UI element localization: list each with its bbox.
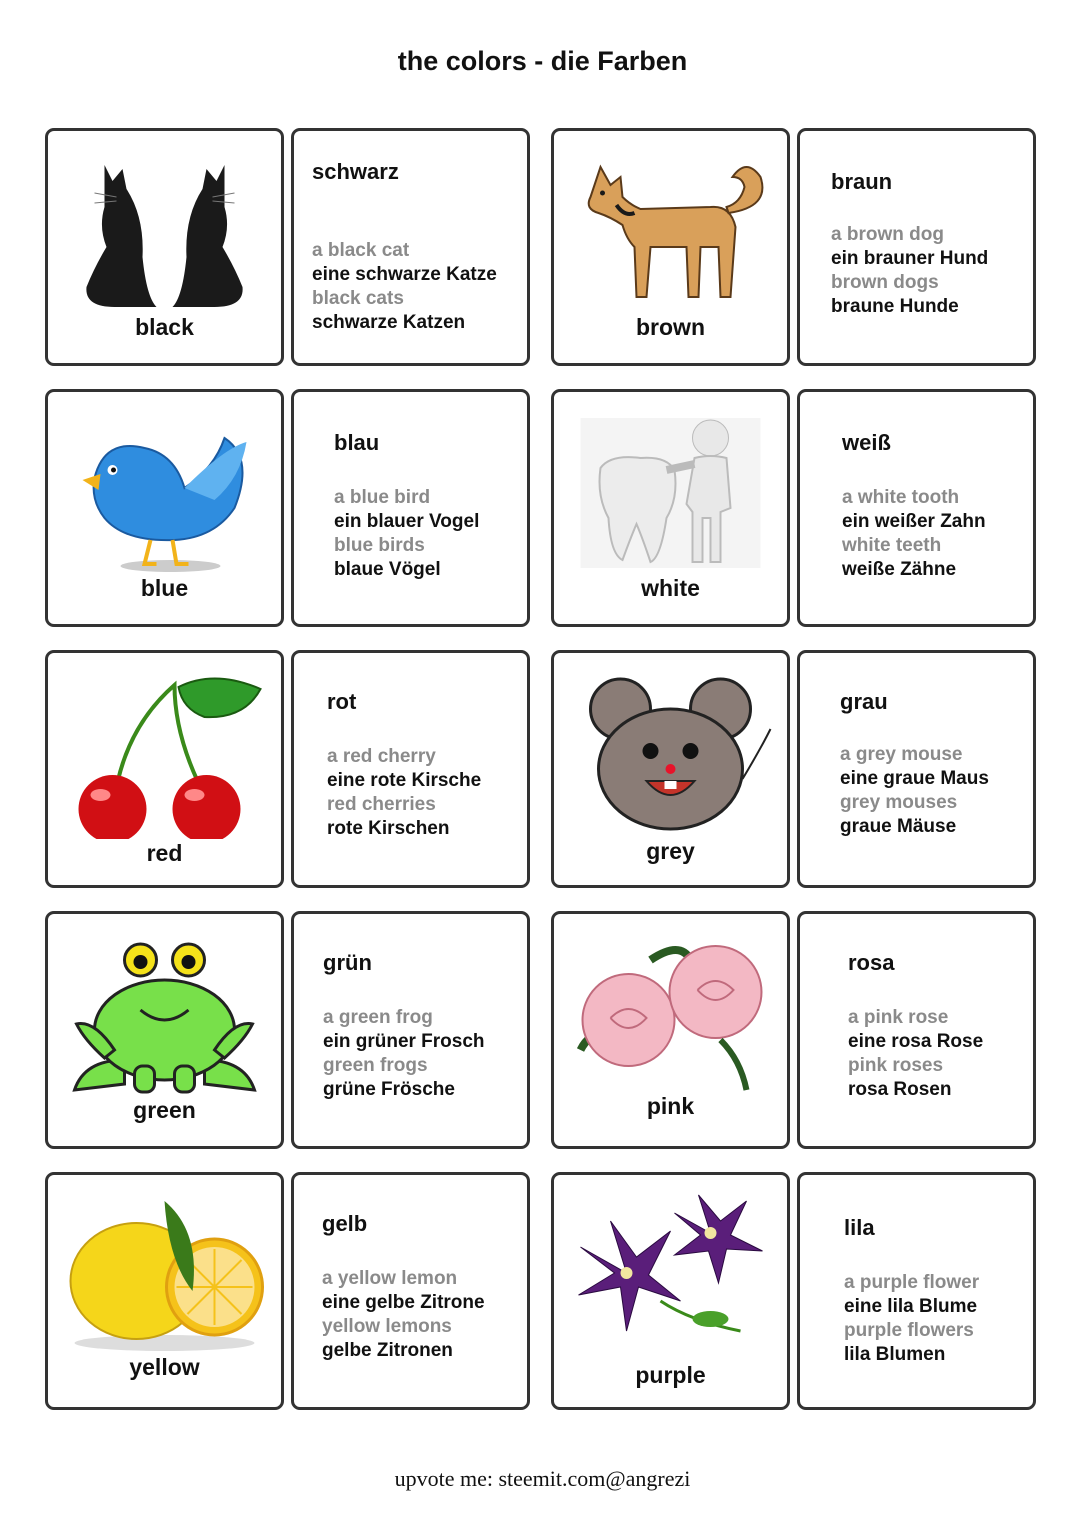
- examples: [844, 1271, 979, 1367]
- picture-card-purple: [551, 1172, 790, 1410]
- english-singular: a red cherry: [327, 746, 436, 767]
- picture-card-green: [45, 911, 284, 1149]
- picture-card-white: [551, 389, 790, 627]
- german-singular: ein brauner Hund: [831, 248, 989, 269]
- english-plural: yellow lemons: [322, 1316, 452, 1337]
- english-singular: a brown dog: [831, 224, 944, 245]
- german-singular: eine gelbe Zitrone: [322, 1292, 485, 1313]
- examples: [334, 486, 479, 582]
- examples: [327, 745, 481, 841]
- color-label-yellow: yellow: [129, 1354, 200, 1380]
- examples: [842, 486, 986, 582]
- english-singular: a black cat: [312, 240, 410, 261]
- german-singular: eine graue Maus: [840, 768, 989, 789]
- picture-card-brown: [551, 128, 790, 366]
- word-card-weiss: [797, 389, 1036, 627]
- english-singular: a blue bird: [334, 487, 431, 508]
- word-card-braun: [797, 128, 1036, 366]
- word-card-rot: [291, 650, 530, 888]
- german-singular: eine lila Blume: [844, 1296, 978, 1317]
- german-plural: rote Kirschen: [327, 818, 450, 839]
- english-singular: a white tooth: [842, 487, 960, 508]
- green-frog-icon: [62, 930, 267, 1100]
- picture-card-yellow: [45, 1172, 284, 1410]
- english-plural: white teeth: [842, 535, 942, 556]
- blue-bird-icon: [62, 408, 267, 578]
- english-singular: a purple flower: [844, 1272, 980, 1293]
- german-word: grau: [840, 689, 888, 714]
- english-singular: a grey mouse: [840, 744, 963, 765]
- color-label-green: green: [133, 1097, 196, 1123]
- german-plural: blaue Vögel: [334, 559, 441, 580]
- pink-roses-icon: [568, 930, 773, 1100]
- black-cats-icon: [62, 147, 267, 317]
- grey-mouse-icon: [568, 669, 773, 839]
- color-label-brown: brown: [636, 314, 705, 340]
- german-word: braun: [831, 169, 893, 194]
- brown-dog-icon: [568, 147, 773, 317]
- examples: [312, 239, 497, 335]
- yellow-lemon-icon: [62, 1191, 267, 1361]
- german-plural: grüne Frösche: [323, 1079, 455, 1100]
- purple-flower-icon: [568, 1191, 773, 1361]
- german-word: blau: [334, 430, 380, 455]
- examples: [848, 1006, 983, 1102]
- german-word: weiß: [842, 430, 891, 455]
- german-plural: lila Blumen: [844, 1344, 946, 1365]
- word-card-gelb: [291, 1172, 530, 1410]
- german-plural: weiße Zähne: [842, 559, 957, 580]
- picture-card-blue: [45, 389, 284, 627]
- german-word: rosa: [848, 950, 895, 975]
- english-singular: a pink rose: [848, 1007, 949, 1028]
- red-cherries-icon: [62, 669, 267, 839]
- page-title: the colors - die Farben: [397, 46, 688, 76]
- german-singular: eine schwarze Katze: [312, 264, 497, 285]
- english-plural: blue birds: [334, 535, 425, 556]
- english-plural: brown dogs: [831, 272, 939, 293]
- german-word: lila: [844, 1215, 875, 1240]
- english-plural: black cats: [312, 288, 404, 309]
- examples: [840, 743, 989, 839]
- footer-credit: upvote me: steemit.com@angrezi: [394, 1466, 691, 1491]
- german-plural: gelbe Zitronen: [322, 1340, 453, 1361]
- examples: [323, 1006, 485, 1102]
- picture-card-grey: [551, 650, 790, 888]
- color-label-purple: purple: [635, 1362, 706, 1388]
- color-label-white: white: [641, 575, 700, 601]
- german-singular: ein grüner Frosch: [323, 1031, 485, 1052]
- color-label-black: black: [135, 314, 194, 340]
- german-singular: eine rote Kirsche: [327, 770, 482, 791]
- german-plural: schwarze Katzen: [312, 312, 466, 333]
- white-tooth-icon: [568, 408, 773, 578]
- german-plural: braune Hunde: [831, 296, 959, 317]
- german-plural: rosa Rosen: [848, 1079, 952, 1100]
- color-label-red: red: [146, 840, 183, 866]
- german-plural: graue Mäuse: [840, 816, 957, 837]
- word-card-blau: [291, 389, 530, 627]
- examples: [831, 223, 988, 319]
- english-plural: grey mouses: [840, 792, 958, 813]
- word-card-rosa: [797, 911, 1036, 1149]
- english-plural: purple flowers: [844, 1320, 974, 1341]
- picture-card-black: [45, 128, 284, 366]
- english-singular: a yellow lemon: [322, 1268, 458, 1289]
- word-card-schwarz: [291, 128, 530, 366]
- german-word: gelb: [322, 1211, 368, 1236]
- german-word: rot: [327, 689, 357, 714]
- word-card-lila: [797, 1172, 1036, 1410]
- word-card-grau: [797, 650, 1036, 888]
- german-singular: eine rosa Rose: [848, 1031, 984, 1052]
- english-plural: green frogs: [323, 1055, 428, 1076]
- picture-card-pink: [551, 911, 790, 1149]
- color-label-grey: grey: [646, 838, 695, 864]
- picture-card-red: [45, 650, 284, 888]
- german-word: grün: [323, 950, 372, 975]
- english-singular: a green frog: [323, 1007, 433, 1028]
- color-label-pink: pink: [646, 1093, 695, 1119]
- word-card-gruen: [291, 911, 530, 1149]
- english-plural: red cherries: [327, 794, 436, 815]
- german-singular: ein weißer Zahn: [842, 511, 986, 532]
- examples: [322, 1267, 485, 1363]
- german-word: schwarz: [312, 159, 399, 184]
- english-plural: pink roses: [848, 1055, 944, 1076]
- color-label-blue: blue: [140, 575, 189, 601]
- german-singular: ein blauer Vogel: [334, 511, 480, 532]
